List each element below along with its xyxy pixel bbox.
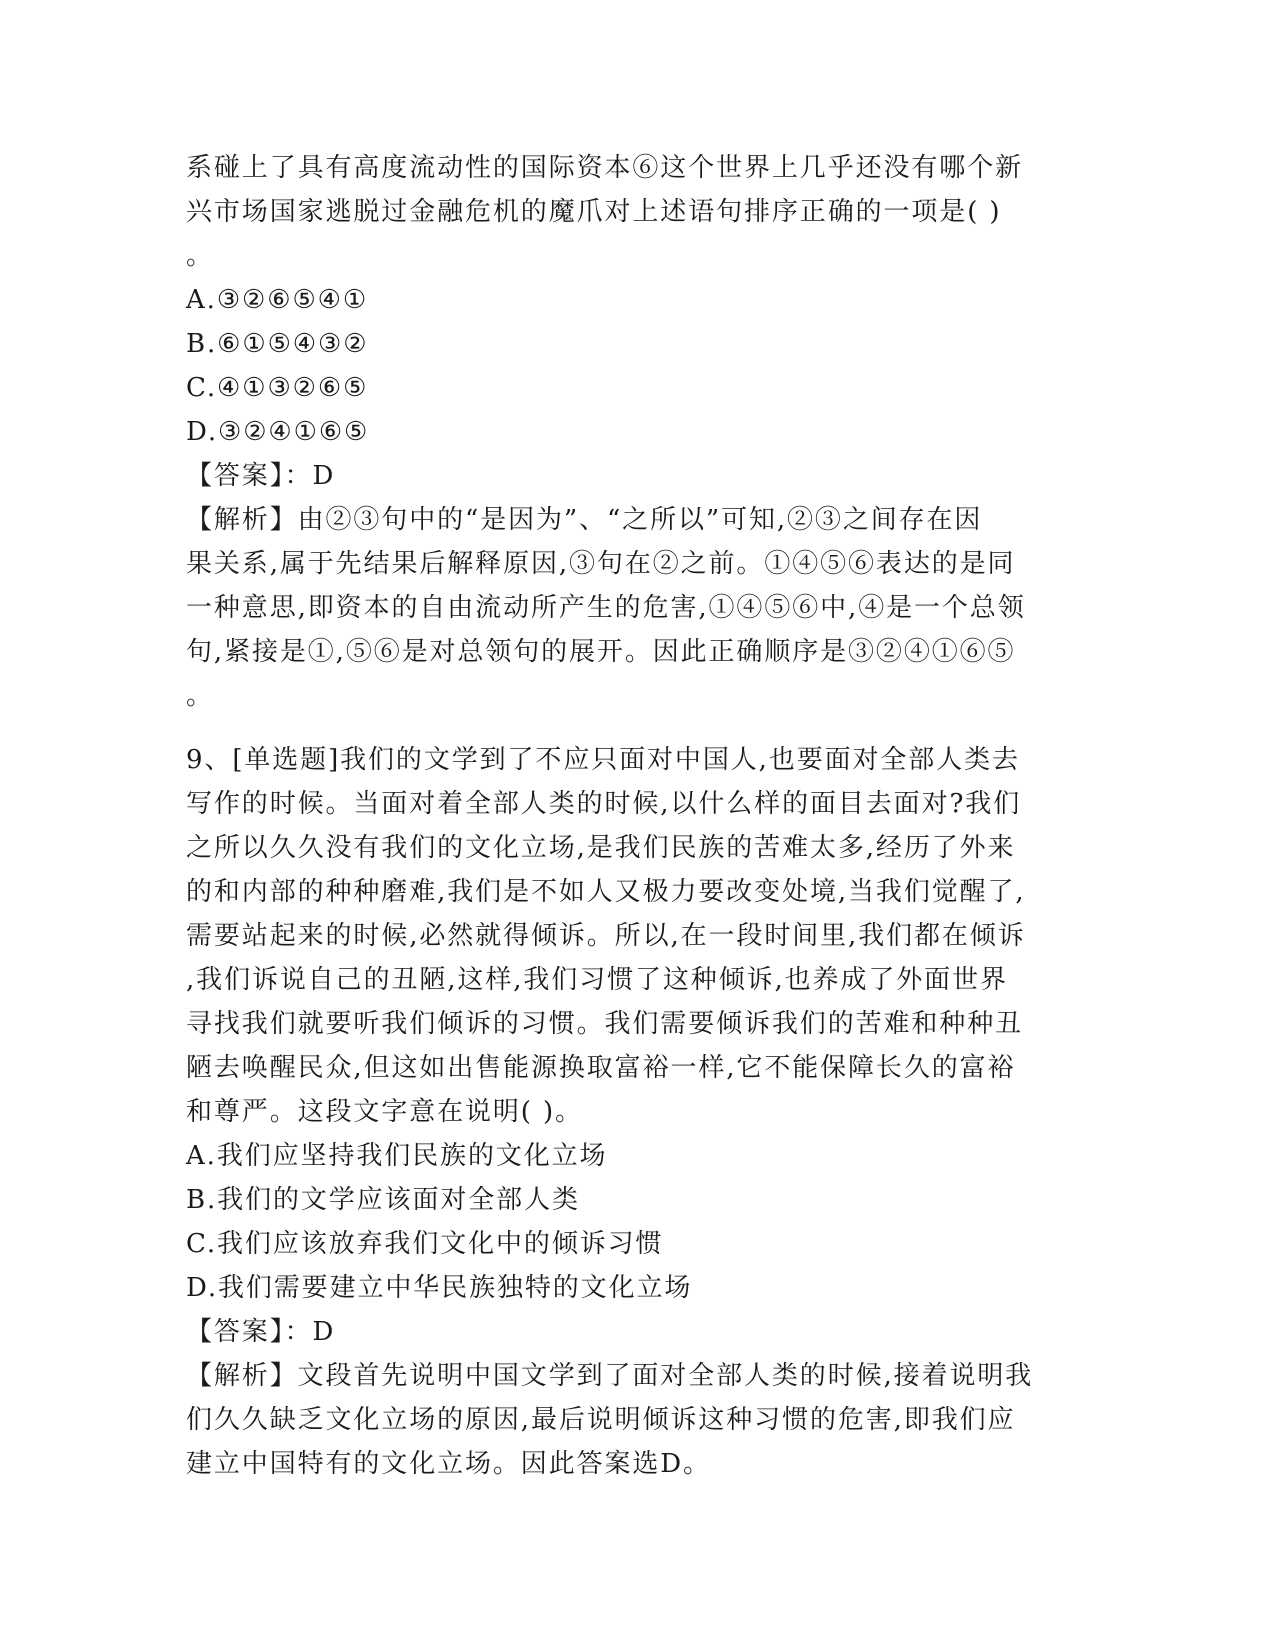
question-8-analysis-line: 。: [186, 681, 214, 711]
question-8-option-d: D.③②④①⑥⑤: [186, 417, 370, 447]
question-9-analysis-line: 建立中国特有的文化立场。因此答案选D。: [186, 1449, 711, 1479]
question-9-stem-line: 需要站起来的时候,必然就得倾诉。所以,在一段时间里,我们都在倾诉: [186, 921, 1026, 951]
question-9-stem-line: 和尊严。这段文字意在说明( )。: [186, 1097, 583, 1127]
question-8-block: [186, 146, 1066, 718]
question-8-answer: 【答案】：D: [186, 461, 336, 491]
question-8-analysis-line: 果关系,属于先结果后解释原因,③句在②之前。①④⑤⑥表达的是同: [186, 549, 1016, 579]
question-8-option-a: A.③②⑥⑤④①: [186, 285, 369, 315]
question-9-answer: 【答案】：D: [186, 1317, 336, 1347]
question-9-stem-line: 之所以久久没有我们的文化立场,是我们民族的苦难太多,经历了外来: [186, 833, 1016, 863]
question-9-block: [186, 738, 1066, 1486]
question-9-option-d: D.我们需要建立中华民族独特的文化立场: [186, 1273, 693, 1303]
question-9-stem-line: 陋去唤醒民众,但这如出售能源换取富裕一样,它不能保障长久的富裕: [186, 1053, 1016, 1083]
question-8-stem-line: 系碰上了具有高度流动性的国际资本⑥这个世界上几乎还没有哪个新: [186, 153, 1024, 183]
question-8-analysis-line: 【解析】由②③句中的“是因为”、“之所以”可知,②③之间存在因: [186, 505, 983, 535]
question-9-stem-line: ,我们诉说自己的丑陋,这样,我们习惯了这种倾诉,也养成了外面世界: [186, 965, 1008, 995]
question-9-option-c: C.我们应该放弃我们文化中的倾诉习惯: [186, 1229, 664, 1259]
question-9-stem-line: 9、[单选题]我们的文学到了不应只面对中国人,也要面对全部人类去: [186, 745, 1020, 775]
document-page: [186, 146, 1066, 1486]
question-spacer: [186, 718, 1066, 738]
question-8-analysis-line: 句,紧接是①,⑤⑥是对总领句的展开。因此正确顺序是③②④①⑥⑤: [186, 637, 1016, 667]
question-8-analysis-line: 一种意思,即资本的自由流动所产生的危害,①④⑤⑥中,④是一个总领: [186, 593, 1026, 623]
question-9-analysis-line: 们久久缺乏文化立场的原因,最后说明倾诉这种习惯的危害,即我们应: [186, 1405, 1016, 1435]
question-9-stem-line: 的和内部的种种磨难,我们是不如人又极力要改变处境,当我们觉醒了,: [186, 877, 1026, 907]
question-8-option-c: C.④①③②⑥⑤: [186, 373, 369, 403]
question-8-stem-line: 。: [186, 241, 214, 271]
question-9-stem-line: 寻找我们就要听我们倾诉的习惯。我们需要倾诉我们的苦难和种种丑: [186, 1009, 1024, 1039]
question-9-option-a: A.我们应坚持我们民族的文化立场: [186, 1141, 608, 1171]
question-9-option-b: B.我们的文学应该面对全部人类: [186, 1185, 580, 1215]
question-9-analysis-line: 【解析】文段首先说明中国文学到了面对全部人类的时候,接着说明我: [186, 1361, 1034, 1391]
question-9-stem-line: 写作的时候。当面对着全部人类的时候,以什么样的面目去面对?我们: [186, 789, 1022, 819]
question-8-stem-line: 兴市场国家逃脱过金融危机的魔爪对上述语句排序正确的一项是( ): [186, 197, 1002, 227]
question-8-option-b: B.⑥①⑤④③②: [186, 329, 369, 359]
